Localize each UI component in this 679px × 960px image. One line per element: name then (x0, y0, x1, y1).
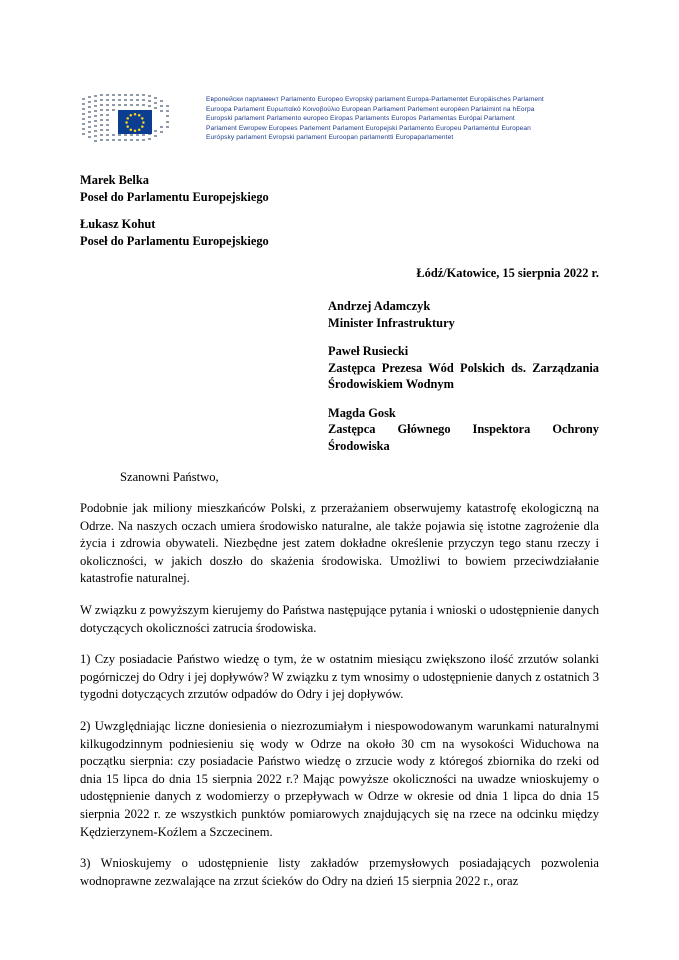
letter-body (80, 500, 599, 890)
sender-block (80, 172, 269, 260)
paragraph-2: W związku z powyższym kierujemy do Państwa następujące pytania i wnioski o udostępnienie danych dotyczących okoliczności zatrucia środowiska. (80, 602, 599, 635)
sender-1-role: Poseł do Parlamentu Europejskiego (80, 189, 269, 204)
language-line-3: Europski parlament Parlamento europeo Eiropas Parlaments Europos Parlamentas Európai Parlament (206, 115, 515, 123)
paragraph-5: 3) Wnioskujemy o udostępnienie listy zakładów przemysłowych posiadających pozwolenia wodnoprawne zezwalające na zrzut ścieków do Odry na dzień 15 sierpnia 2022 r., oraz (80, 856, 599, 888)
recipient-block (328, 298, 599, 466)
language-line-1: Европейски парламент Parlamento Europeo Evropský parlament Europa-Parlamentet Europäisches Parlament (206, 96, 544, 103)
recipient-1-name: Andrzej Adamczyk (328, 299, 431, 313)
language-line-4: Parlament Ewropew Europees Parlement Parlament Europejski Parlamento Europeu Parlamentul European (206, 124, 531, 132)
sender-2 (80, 216, 269, 249)
european-parliament-logo-icon (80, 92, 198, 146)
recipient-3-role: Zastępca Głównego Inspektora Ochrony Środowiska (328, 422, 599, 453)
sender-2-role: Poseł do Parlamentu Europejskiego (80, 233, 269, 248)
recipient-3-name: Magda Gosk (328, 405, 396, 420)
sender-1-name: Marek Belka (80, 173, 149, 187)
recipient-3 (328, 405, 599, 455)
language-line-5: Európsky parlament Evropski parlament Euroopan parlamentti Europaparlamentet (206, 134, 454, 142)
institution-language-list (206, 92, 544, 143)
salutation: Szanowni Państwo, (120, 470, 219, 484)
recipient-2 (328, 343, 599, 393)
recipient-2-role: Zastępca Prezesa Wód Polskich ds. Zarządzania Środowiskiem Wodnym (328, 360, 599, 391)
letterhead (80, 92, 544, 146)
sender-1 (80, 172, 269, 205)
language-line-2: Euroopa Parlament Ευρωπαϊκό Κοινοβούλιο European Parliament Parlement européen Parlaimint na hEorpa (206, 105, 535, 113)
sender-2-name: Łukasz Kohut (80, 217, 156, 231)
paragraph-1: Podobnie jak miliony mieszkańców Polski, z przerażaniem obserwujemy katastrofę ekologiczną na Odrze. Na naszych oczach umiera środowisko naturalne, ale także pojawia się istotne zagrożenie dla życia i zdrowia obywateli. Niezbędne jest zatem dokładne określenie przyczyn tego stanu rzeczy i okoliczności, w jakich doszło do skażenia środowiska. Umożliwi to bowiem przeciwdziałanie katastrofie naturalnej. (80, 501, 599, 586)
paragraph-4: 2) Uwzględniając liczne doniesienia o niezrozumiałym i niespowodowanym warunkami naturalnymi kilkugodzinnym podniesieniu się wody w Odrze na około 30 cm na wysokości Widuchowa na początku sierpnia: czy posiadacie Państwo wiedzę o zrzucie wody z któregoś zbiornika do rzeki od dnia 15 lipca do dnia 15 sierpnia 2022 r.? Mając powyższe okoliczności na uwadze wnioskujemy o udostępnienie danych z wodomierzy o przepływach w Odrze w okresie od dnia 1 lipca do dnia 15 sierpnia 2022 r. ze wszystkich punktów pomiarowych znajdujących się na rzece na odcinku między Kędzierzynem-Koźlem a Szczecinem. (80, 718, 599, 839)
place-and-date: Łódź/Katowice, 15 sierpnia 2022 r. (416, 266, 599, 280)
recipient-1 (328, 298, 599, 331)
recipient-2-name: Paweł Rusiecki (328, 344, 409, 358)
recipient-1-role: Minister Infrastruktury (328, 315, 455, 330)
paragraph-3: 1) Czy posiadacie Państwo wiedzę o tym, że w ostatnim miesiącu zwiększono ilość zrzutów solanki pogórniczej do Odry i jej dopływów? W związku z tym wnosimy o udostępnienie danych z ostatnich 3 tygodni dotyczących zrzutów odpadów do Odry i jej dopływów. (80, 652, 599, 702)
